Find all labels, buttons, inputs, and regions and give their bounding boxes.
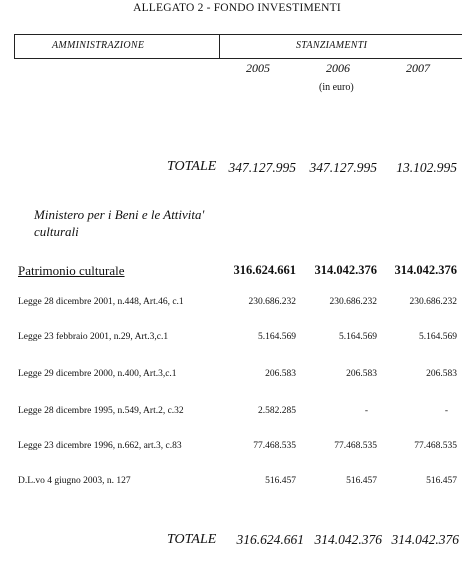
grand-total-2006: 347.127.995 — [309, 160, 377, 175]
year-2005: 2005 — [246, 61, 270, 75]
unit-label: (in euro) — [319, 82, 354, 93]
row-label: Legge 28 dicembre 2001, n.448, Art.46, c.1 — [18, 297, 184, 307]
header-left-border — [14, 34, 15, 58]
section-total-2006: 314.042.376 — [314, 532, 382, 547]
row-label: Legge 29 dicembre 2000, n.400, Art.3,c.1 — [18, 369, 177, 379]
year-2006: 2006 — [326, 61, 350, 75]
column-header-stanziamenti: STANZIAMENTI — [296, 40, 368, 51]
section-2006: 314.042.376 — [314, 263, 377, 277]
row-value-2007: - — [444, 406, 448, 416]
row-value-2006: 5.164.569 — [339, 332, 377, 342]
section-total-2005: 316.624.661 — [236, 532, 304, 547]
grand-total-2005: 347.127.995 — [228, 160, 296, 175]
row-value-2006: 77.468.535 — [334, 441, 377, 451]
row-label: Legge 23 dicembre 1996, n.662, art.3, c.83 — [18, 441, 182, 451]
section-2007: 314.042.376 — [394, 263, 457, 277]
row-value-2007: 5.164.569 — [419, 332, 457, 342]
header-divider — [219, 34, 220, 58]
year-2007: 2007 — [406, 61, 430, 75]
row-value-2005: 206.583 — [265, 369, 296, 379]
row-value-2006: 230.686.232 — [329, 297, 377, 307]
column-header-amministrazione: AMMINISTRAZIONE — [52, 40, 145, 51]
row-value-2007: 206.583 — [426, 369, 457, 379]
row-value-2006: 206.583 — [346, 369, 377, 379]
document-title: ALLEGATO 2 - FONDO INVESTIMENTI — [133, 2, 341, 14]
row-value-2007: 516.457 — [426, 476, 457, 486]
row-value-2005: 5.164.569 — [258, 332, 296, 342]
row-value-2006: - — [364, 406, 368, 416]
row-value-2005: 230.686.232 — [248, 297, 296, 307]
row-value-2006: 516.457 — [346, 476, 377, 486]
section-label: Patrimonio culturale — [18, 263, 125, 278]
grand-total-label: TOTALE — [167, 159, 217, 174]
section-total-2007: 314.042.376 — [391, 532, 459, 547]
row-value-2007: 230.686.232 — [409, 297, 457, 307]
row-label: Legge 28 dicembre 1995, n.549, Art.2, c.32 — [18, 406, 184, 416]
header-top-rule — [14, 34, 462, 35]
row-value-2005: 2.582.285 — [258, 406, 296, 416]
row-label: D.L.vo 4 giugno 2003, n. 127 — [18, 476, 131, 486]
row-label: Legge 23 febbraio 2001, n.29, Art.3,c.1 — [18, 332, 169, 342]
ministry-name: Ministero per i Beni e le Attivita' culturali — [34, 207, 205, 239]
section-2005: 316.624.661 — [233, 263, 296, 277]
section-total-label: TOTALE — [167, 532, 217, 547]
row-value-2005: 516.457 — [265, 476, 296, 486]
header-bottom-rule — [14, 58, 462, 59]
row-value-2005: 77.468.535 — [253, 441, 296, 451]
grand-total-2007: 13.102.995 — [396, 160, 457, 175]
row-value-2007: 77.468.535 — [414, 441, 457, 451]
